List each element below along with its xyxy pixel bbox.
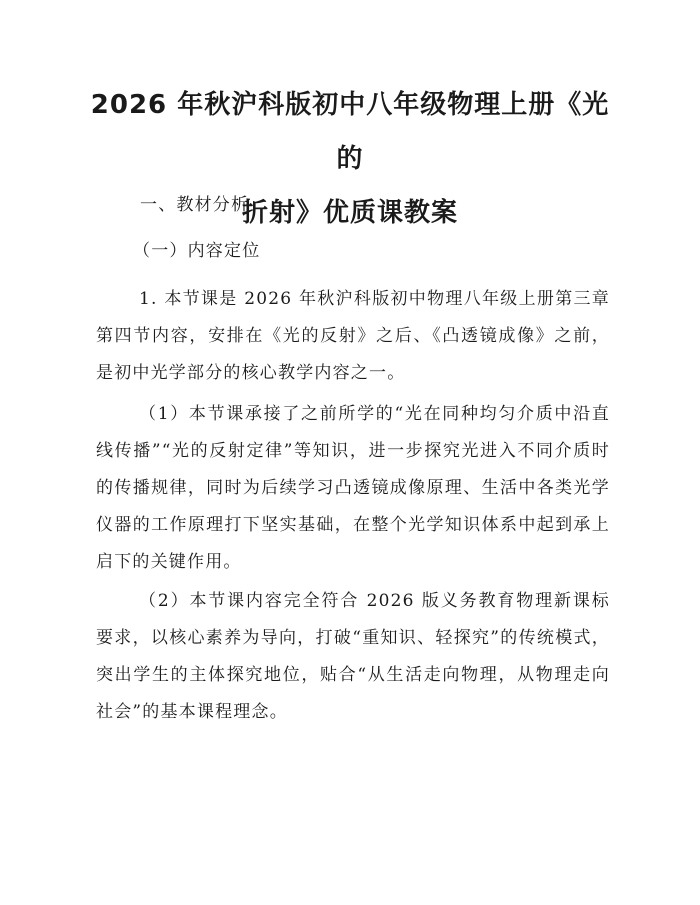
paragraph-knowledge-link: （1）本节课承接了之前所学的“光在同种均匀介质中沿直线传播”“光的反射定律”等知识，进一步探究光进入不同介质时的传播规律，同时为后续学习凸透镜成像原理、生活中各类光学仪器的工作原理打下坚实基础，在整个光学知识体系中起到承上启下的关键作用。 xyxy=(96,404,610,572)
paragraph-content-position: 1. 本节课是 2026 年秋沪科版初中物理八年级上册第三章第四节内容，安排在《光的反射》之后、《凸透镜成像》之前，是初中光学部分的核心教学内容之一。 xyxy=(96,289,610,383)
paragraph-curriculum-standard: （2）本节课内容完全符合 2026 版义务教育物理新课标要求，以核心素养为导向，打破“重知识、轻探究”的传统模式，突出学生的主体探究地位，贴合“从生活走向物理，从物理走向社会”的基本课程理念。 xyxy=(96,591,610,722)
section-heading: 一、教材分析 xyxy=(140,195,250,215)
document-title-line-1: 2026 年秋沪科版初中八年级物理上册《光的 xyxy=(90,90,610,174)
document-title-line-2: 折射》优质课教案 xyxy=(241,198,458,228)
subsection-heading: （一）内容定位 xyxy=(133,241,261,261)
